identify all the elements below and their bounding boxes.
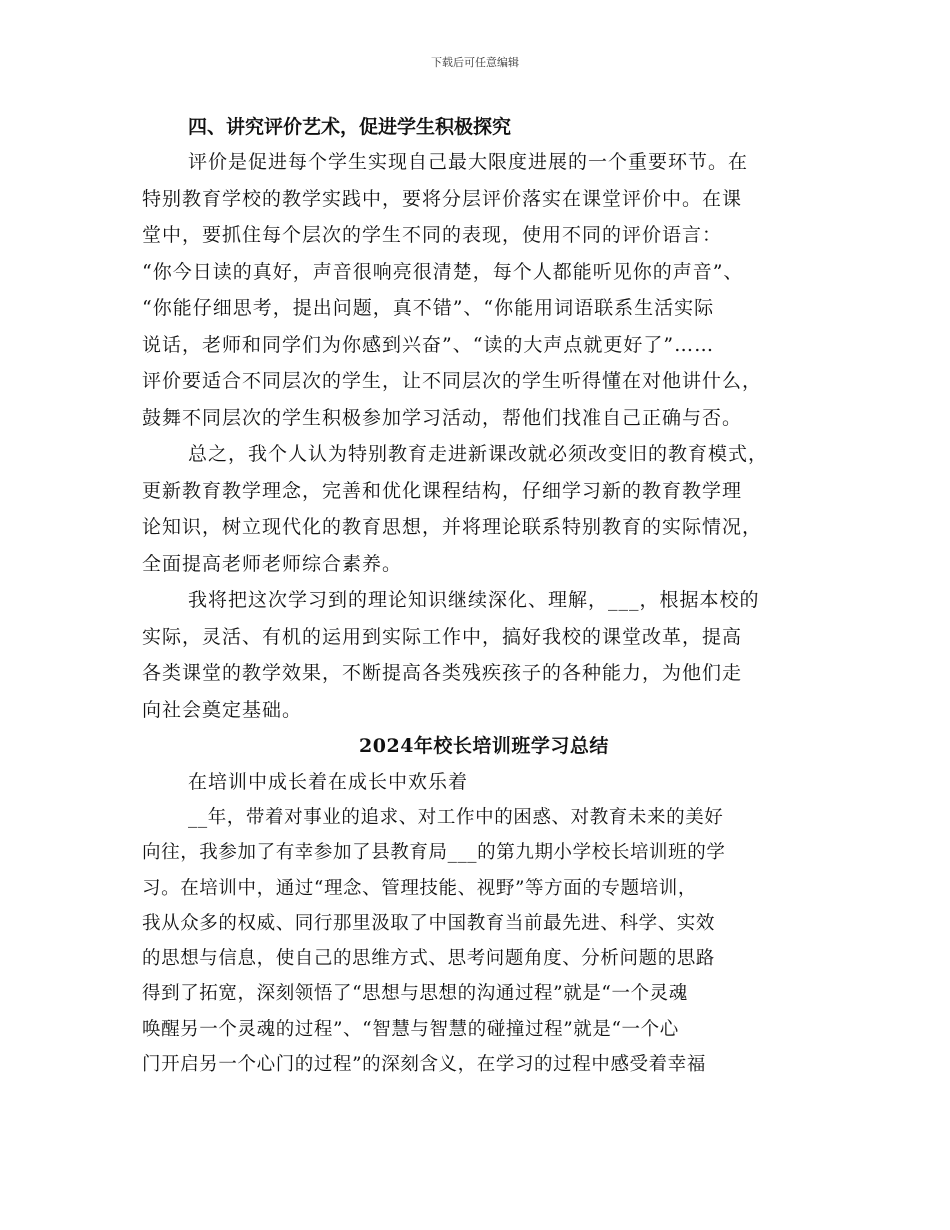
text-line: 得到了拓宽，深刻领悟了“思想与思想的沟通过程”就是“一个灵魂 (142, 983, 688, 1005)
paragraph-evaluation (142, 144, 826, 436)
text-line: 评价是促进每个学生实现自己最大限度进展的一个重要环节。在 (188, 151, 749, 173)
text-line: 我将把这次学习到的理论知识继续深化、理解，___，根据本校的 (188, 589, 760, 611)
text-line: 总之，我个人认为特别教育走进新课改就必须改变旧的教育模式， (188, 443, 769, 465)
text-line: 鼓舞不同层次的学生积极参加学习活动，帮他们找准自己正确与否。 (142, 406, 743, 429)
text-line: 各类课堂的教学效果，不断提高各类残疾孩子的各种能力，为他们走 (142, 662, 743, 684)
text-line: 习。在培训中，通过“理念、管理技能、视野”等方面的专题培训， (142, 877, 697, 899)
text-line: 向往，我参加了有幸参加了县教育局___的第九期小学校长培训班的学 (142, 842, 726, 864)
document-title: 2024年校长培训班学习总结 (359, 735, 609, 757)
text-line: 评价要适合不同层次的学生，让不同层次的学生听得懂在对他讲什么， (142, 370, 763, 392)
text-line: 论知识，树立现代化的教育思想，并将理论联系特别教育的实际情况， (142, 516, 763, 538)
text-line: “你能仔细思考，提出问题，真不错”、“你能用词语联系生活实际 (142, 297, 715, 319)
text-line: 特别教育学校的教学实践中，要将分层评价落实在课堂评价中。在课 (142, 187, 743, 210)
text-line: 的思想与信息，使自己的思维方式、思考问题角度、分析问题的思路 (142, 948, 716, 970)
text-line: 说话，老师和同学们为你感到兴奋”、“读的大声点就更好了”…… (142, 333, 715, 356)
text-line: 实际，灵活、有机的运用到实际工作中，搞好我校的课堂改革，提高 (142, 625, 743, 648)
header-note: 下载后可任意编辑 (431, 56, 519, 69)
section-heading: 四、讲究评价艺术，促进学生积极探究 (188, 116, 512, 138)
text-line: 全面提高老师老师综合素养。 (142, 552, 403, 575)
paragraph-conclusion (142, 436, 826, 582)
text-line: 我从众多的权威、同行那里汲取了中国教育当前最先进、科学、实效 (142, 912, 716, 934)
text-line: 堂中，要抓住每个层次的学生不同的表现，使用不同的评价语言： (142, 224, 723, 246)
document-body (142, 112, 826, 1082)
paragraph-plan (142, 582, 826, 728)
paragraph-training (142, 800, 826, 1082)
text-line: __年，带着对事业的追求、对工作中的困惑、对教育未来的美好 (188, 807, 724, 828)
text-line: 唤醒另一个灵魂的过程”、“智慧与智慧的碰撞过程”就是“一个心 (142, 1018, 679, 1040)
text-line: 向社会奠定基础。 (142, 698, 303, 721)
text-line: 门开启另一个心门的过程”的深刻含义，在学习的过程中感受着幸福 (142, 1054, 706, 1076)
text-line: 更新教育教学理念，完善和优化课程结构，仔细学习新的教育教学理 (142, 479, 743, 502)
text-line: “你今日读的真好，声音很响亮很清楚，每个人都能听见你的声音”、 (142, 260, 744, 283)
document-subtitle: 在培训中成长着在成长中欢乐着 (188, 771, 469, 793)
